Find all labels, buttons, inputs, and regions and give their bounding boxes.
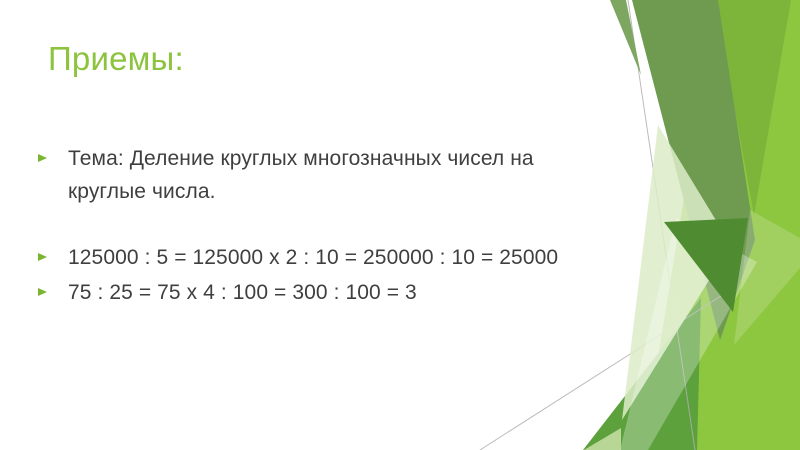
- facet-right-highlight: [734, 210, 800, 345]
- facet-pale-tip: [584, 428, 621, 450]
- facet-top-sliver: [610, 0, 641, 75]
- facet-bright-band: [643, 0, 800, 450]
- bullet-arrow-icon: [38, 154, 47, 162]
- facet-pale-band: [620, 218, 757, 450]
- bullet-spacer: [36, 208, 601, 241]
- slide-title: Приемы:: [48, 40, 184, 77]
- bullet-text: 75 : 25 = 75 x 4 : 100 = 300 : 100 = 3: [68, 281, 417, 304]
- bullet-item-equation-1: [36, 241, 601, 274]
- bullet-text: 125000 : 5 = 125000 x 2 : 10 = 250000 : 10 = 25000: [68, 246, 559, 269]
- bullet-item-equation-2: [36, 276, 601, 309]
- facet-dark-triangle: [664, 218, 748, 312]
- bullet-item-topic: [36, 142, 601, 208]
- facet-hairline-2: [480, 287, 735, 450]
- facet-mid-wedge: [583, 298, 701, 450]
- facet-hairline-1: [628, 0, 695, 450]
- bullet-text: Тема: Деление круглых многозначных чисел на круглые числа.: [68, 147, 534, 203]
- facet-pale-triangle: [622, 125, 731, 420]
- facet-sage-wedge: [632, 0, 755, 340]
- bullet-arrow-icon: [38, 288, 47, 296]
- bullet-arrow-icon: [38, 253, 47, 261]
- slide-body: [36, 142, 601, 309]
- facet-medium-band: [715, 0, 791, 215]
